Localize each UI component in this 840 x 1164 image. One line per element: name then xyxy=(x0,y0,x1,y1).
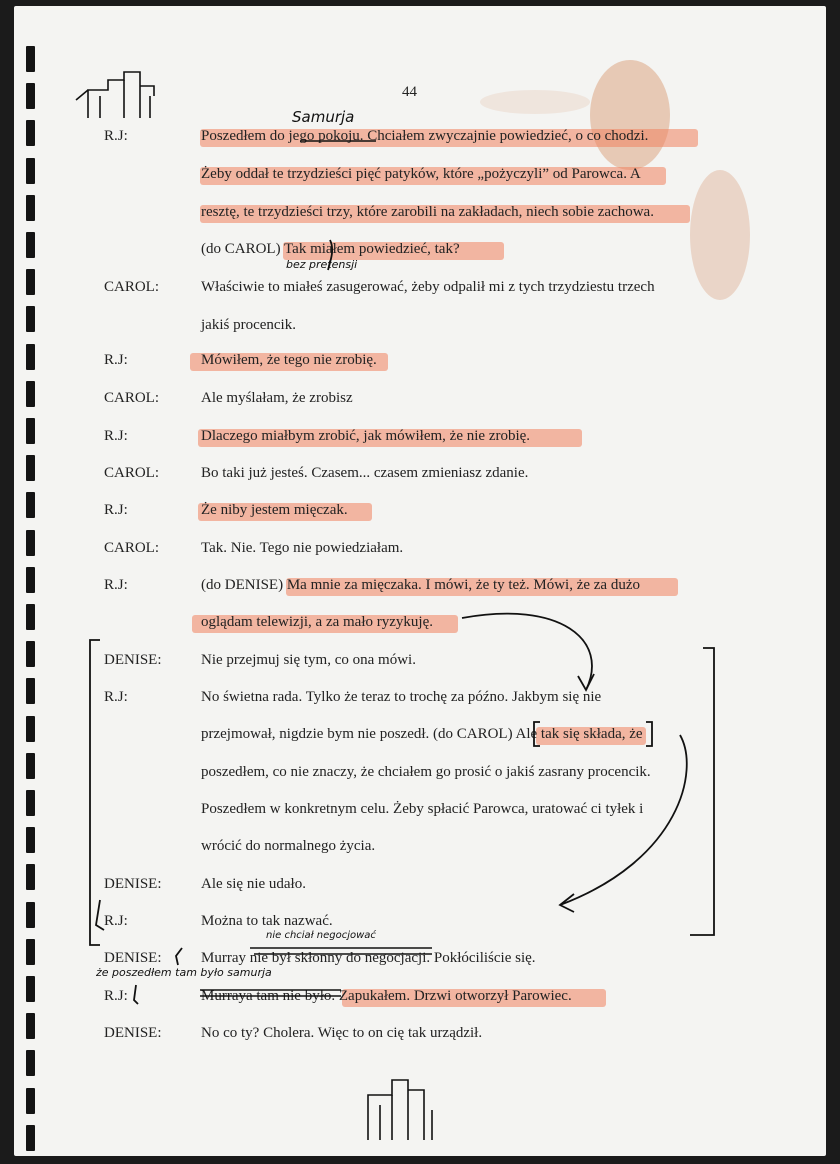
speaker-label: R.J: xyxy=(104,502,128,518)
speaker-label: CAROL: xyxy=(104,390,160,406)
speaker-label: CAROL: xyxy=(104,540,160,556)
dialogue-text: Bo taki już jesteś. Czasem... czasem zmieniasz zdanie. xyxy=(201,465,529,481)
speaker-label: DENISE: xyxy=(104,652,162,668)
dialogue-text: No świetna rada. Tylko że teraz to trochę za późno. Jakbym się nie xyxy=(201,689,602,705)
speaker-label: DENISE: xyxy=(104,1025,162,1041)
dialogue-text: Murraya tam nie było. Zapukałem. Drzwi otworzył Parowiec. xyxy=(201,988,572,1004)
dialogue-text: Dlaczego miałbym zrobić, jak mówiłem, że nie zrobię. xyxy=(201,428,531,444)
speaker-label: R.J: xyxy=(104,352,128,368)
dialogue-text: resztę, te trzydzieści trzy, które zarobili na zakładach, niech sobie zachowa. xyxy=(201,204,654,220)
dialogue-text: (do DENISE) Ma mnie za mięczaka. I mówi, że ty też. Mówi, że za dużo xyxy=(201,577,640,593)
dialogue-text: wrócić do normalnego życia. xyxy=(201,838,376,854)
handwritten-note: nie chciał negocjować xyxy=(266,930,376,941)
handwritten-note: Samurja xyxy=(292,108,355,126)
dialogue-text: Mówiłem, że tego nie zrobię. xyxy=(201,352,377,368)
dialogue-text: Poszedłem do jego pokoju. Chciałem zwyczajnie powiedzieć, o co chodzi. xyxy=(201,128,649,144)
dialogue-text: oglądam telewizji, a za mało ryzykuję. xyxy=(201,614,433,630)
dialogue-text: Żeby oddał te trzydzieści pięć patyków, które „pożyczyli” od Parowca. A xyxy=(201,166,641,182)
dialogue-text: Murray nie był skłonny do negocjacji. Pokłóciliście się. xyxy=(201,950,536,966)
speaker-label: R.J: xyxy=(104,577,128,593)
dialogue-text: Ale myślałam, że zrobisz xyxy=(201,390,353,406)
speaker-label: R.J: xyxy=(104,988,128,1004)
dialogue-text: Można to tak nazwać. xyxy=(201,913,333,929)
speaker-label: R.J: xyxy=(104,913,128,929)
dialogue-text: Nie przejmuj się tym, co ona mówi. xyxy=(201,652,416,668)
dialogue-text: Właściwie to miałeś zasugerować, żeby odpalił mi z tych trzydziestu trzech xyxy=(201,279,655,295)
dialogue-text: jakiś procencik. xyxy=(201,317,296,333)
handwritten-note: że poszedłem tam było samurja xyxy=(96,966,272,979)
dialogue-text: przejmował, nigdzie bym nie poszedł. (do CAROL) Ale tak się składa, że xyxy=(201,726,643,742)
speaker-label: R.J: xyxy=(104,689,128,705)
building-sketch-icon xyxy=(368,1080,432,1140)
dialogue-text: poszedłem, co nie znaczy, że chciałem go prosić o jakiś zasrany procencik. xyxy=(201,764,651,780)
dialogue-text: (do CAROL) Tak miałem powiedzieć, tak? xyxy=(201,241,460,257)
building-sketch-icon xyxy=(76,72,154,118)
speaker-label: R.J: xyxy=(104,128,128,144)
dialogue-text: Tak. Nie. Tego nie powiedziałam. xyxy=(201,540,404,556)
handwritten-note: bez pretensji xyxy=(286,258,358,271)
dialogue-text: No co ty? Cholera. Więc to on cię tak urządził. xyxy=(201,1025,483,1041)
dialogue-text: Że niby jestem mięczak. xyxy=(201,502,348,518)
speaker-label: DENISE: xyxy=(104,950,162,966)
page-number: 44 xyxy=(402,84,417,100)
dialogue-text: Ale się nie udało. xyxy=(201,876,306,892)
speaker-label: DENISE: xyxy=(104,876,162,892)
speaker-label: CAROL: xyxy=(104,465,160,481)
speaker-label: R.J: xyxy=(104,428,128,444)
dialogue-text: Poszedłem w konkretnym celu. Żeby spłacić Parowca, uratować ci tyłek i xyxy=(201,801,644,817)
speaker-label: CAROL: xyxy=(104,279,160,295)
